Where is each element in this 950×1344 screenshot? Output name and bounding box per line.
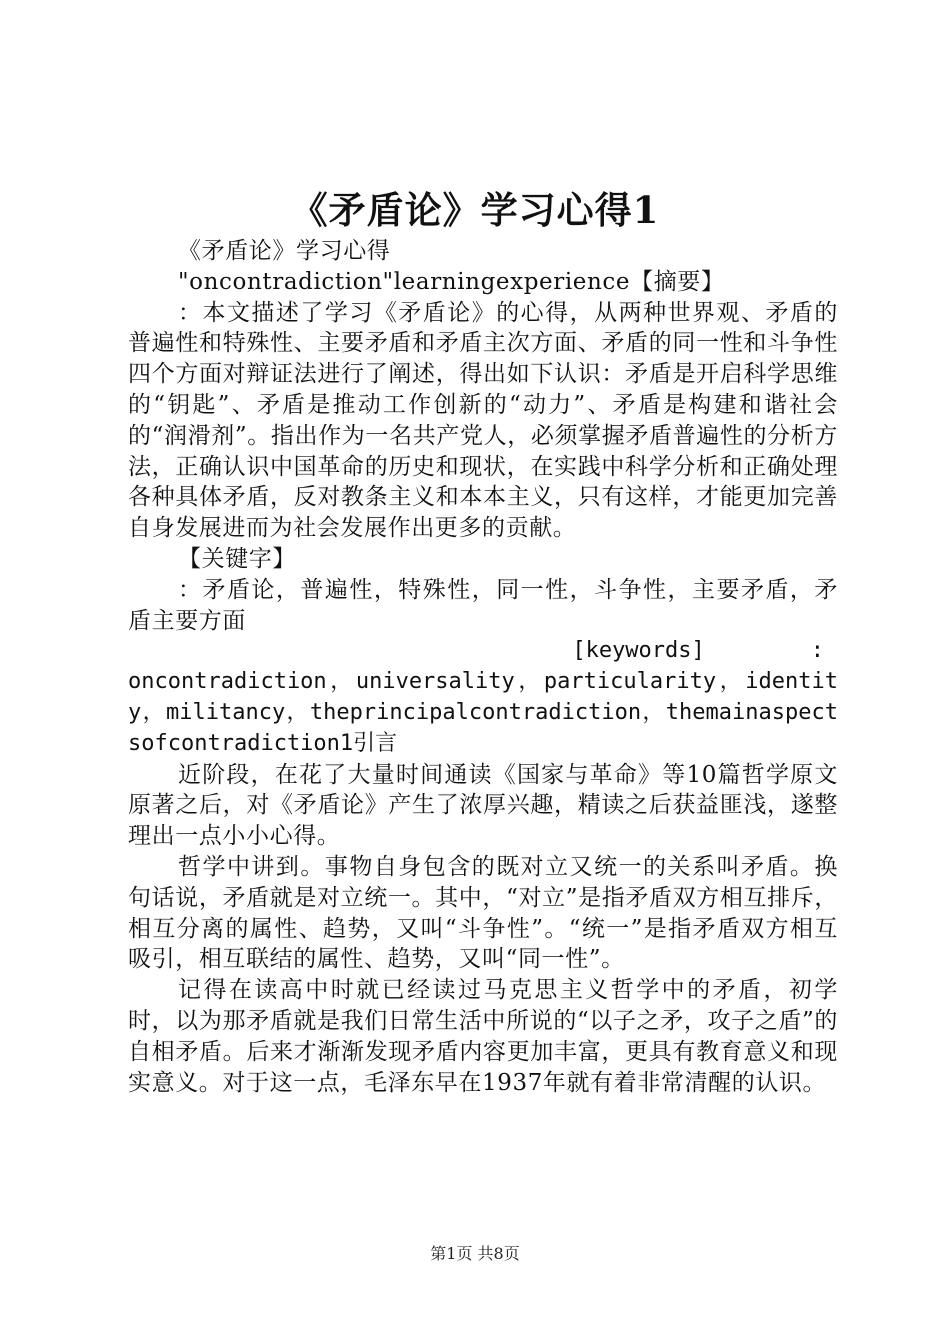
page-footer: 第1页 共8页 [430,1244,520,1263]
keywords-en-label: [keywords] : [572,638,824,664]
body-paragraph-3: 记得在读高中时就已经读过马克思主义哲学中的矛盾，初学时，以为那矛盾就是我们日常生活中所说的“以子之矛，攻子之盾”的自相矛盾。后来才渐渐发现矛盾内容更加丰富，更具有教育意义和现实意义。对于这一点，毛泽东早在1937年就有着非常清醒的认识。 [128,977,838,1096]
body-paragraph-1: 近阶段，在花了大量时间通读《国家与革命》等10篇哲学原文原著之后，对《矛盾论》产生了浓厚兴趣，精读之后获益匪浅，遂整理出一点小小心得。 [128,761,838,850]
english-title-line: "oncontradiction"learningexperience【摘要】 [178,268,725,295]
keywords-cn-paragraph: ：矛盾论，普遍性，特殊性，同一性，斗争性，主要矛盾，矛盾主要方面 [128,576,838,634]
body-paragraph-2: 哲学中讲到。事物自身包含的既对立又统一的关系叫矛盾。换句话说，矛盾就是对立统一。其中，“对立”是指矛盾双方相互排斥，相互分离的属性、趋势，又叫“斗争性”。“统一”是指矛盾双方相互吸引，相互联结的属性、趋势，又叫“同一性”。 [128,853,838,973]
page-title: 《矛盾论》学习心得1 [290,188,660,232]
abstract-paragraph: ：本文描述了学习《矛盾论》的心得，从两种世界观、矛盾的普遍性和特殊性、主要矛盾和矛盾主次方面、矛盾的同一性和斗争性四个方面对辩证法进行了阐述，得出如下认识：矛盾是开启科学思维的“钥匙”、矛盾是推动工作创新的“动力”、矛盾是构建和谐社会的“润滑剂”。指出作为一名共产党人，必须掌握矛盾普遍性的分析方法，正确认识中国革命的历史和现状，在实践中科学分析和正确处理各种具体矛盾，反对教条主义和本本主义，只有这样，才能更加完善自身发展进而为社会发展作出更多的贡献。 [128,299,838,542]
keywords-heading: 【关键字】 [178,545,296,572]
document-body [128,236,838,1098]
subtitle: 《矛盾论》学习心得 [178,238,391,264]
keywords-en-paragraph: oncontradiction，universality，particularity，identity，militancy，theprincipalcontradiction，themainaspectsofcontradiction1引言 [128,669,838,756]
